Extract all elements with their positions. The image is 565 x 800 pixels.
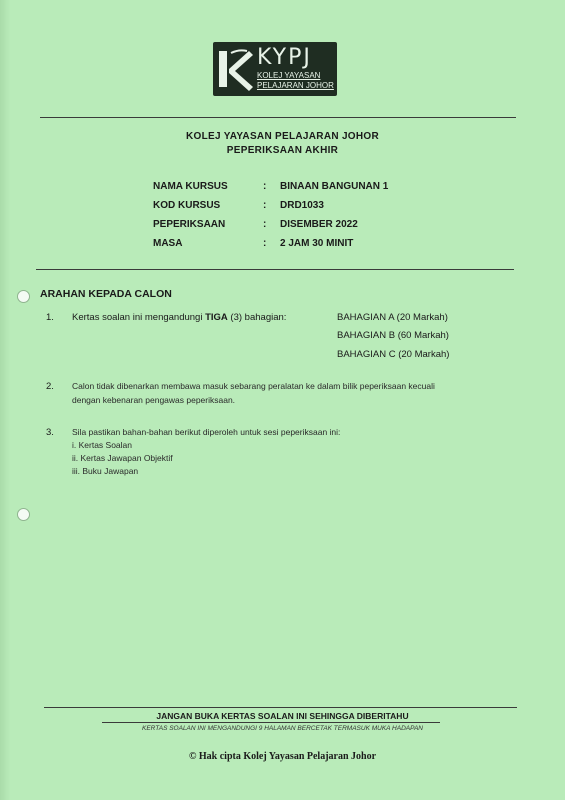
info-value: DRD1033 bbox=[280, 200, 324, 211]
info-label: PEPERIKSAAN bbox=[153, 219, 226, 230]
info-colon: : bbox=[263, 238, 267, 249]
info-label: KOD KURSUS bbox=[153, 200, 221, 211]
instruction-1-bold: TIGA bbox=[205, 312, 228, 323]
info-colon: : bbox=[263, 200, 267, 211]
info-label: MASA bbox=[153, 238, 183, 249]
instruction-number: 3. bbox=[46, 427, 54, 438]
footer-divider-bottom bbox=[102, 722, 440, 723]
punch-hole-top bbox=[17, 290, 30, 303]
page-fold-shadow bbox=[0, 0, 10, 800]
instruction-1-text-part: Kertas soalan ini mengandungi bbox=[72, 312, 206, 323]
section-b: BAHAGIAN B (60 Markah) bbox=[337, 330, 449, 341]
info-value: DISEMBER 2022 bbox=[280, 219, 358, 230]
do-not-open-warning: JANGAN BUKA KERTAS SOALAN INI SEHINGGA DIBERITAHU bbox=[156, 711, 409, 721]
instruction-1-text bbox=[72, 312, 286, 323]
info-colon: : bbox=[263, 219, 267, 230]
page-count-note: KERTAS SOALAN INI MENGANDUNGI 9 HALAMAN BERCETAK TERMASUK MUKA HADAPAN bbox=[142, 725, 423, 732]
logo-title: KYPJ bbox=[257, 45, 312, 70]
instruction-2-line1: Calon tidak dibenarkan membawa masuk sebarang peralatan ke dalam bilik peperiksaan kecuali bbox=[72, 381, 435, 391]
college-name: KOLEJ YAYASAN PELAJARAN JOHOR bbox=[185, 131, 380, 142]
copyright-notice: © Hak cipta Kolej Yayasan Pelajaran Johor bbox=[188, 751, 377, 762]
instruction-number: 1. bbox=[46, 312, 54, 323]
section-a: BAHAGIAN A (20 Markah) bbox=[337, 312, 448, 323]
instruction-number: 2. bbox=[46, 381, 54, 392]
info-colon: : bbox=[263, 181, 267, 192]
footer-divider-top bbox=[44, 707, 517, 708]
instruction-2-line2: dengan kebenaran pengawas peperiksaan. bbox=[72, 395, 236, 405]
middle-divider bbox=[36, 269, 514, 270]
instructions-title: ARAHAN KEPADA CALON bbox=[40, 288, 172, 300]
materials-item: ii. Kertas Jawapan Objektif bbox=[72, 453, 173, 463]
logo-subtitle-line2: PELAJARAN JOHOR bbox=[257, 81, 334, 90]
info-value: 2 JAM 30 MINIT bbox=[280, 238, 354, 249]
section-c: BAHAGIAN C (20 Markah) bbox=[337, 349, 450, 360]
top-divider bbox=[40, 117, 516, 118]
instruction-1-text-part: (3) bahagian: bbox=[227, 312, 287, 323]
info-value: BINAAN BANGUNAN 1 bbox=[280, 181, 389, 192]
kypj-logo bbox=[213, 42, 337, 96]
exam-type: PEPERIKSAAN AKHIR bbox=[226, 145, 339, 156]
materials-item: i. Kertas Soalan bbox=[72, 440, 133, 450]
punch-hole-bottom bbox=[17, 508, 30, 521]
materials-item: iii. Buku Jawapan bbox=[72, 466, 139, 476]
logo-subtitle bbox=[257, 71, 334, 91]
logo-subtitle-line1: KOLEJ YAYASAN bbox=[257, 71, 321, 80]
kypj-emblem-icon bbox=[217, 47, 255, 91]
info-label: NAMA KURSUS bbox=[153, 181, 228, 192]
instruction-3-line1: Sila pastikan bahan-bahan berikut diperoleh untuk sesi peperiksaan ini: bbox=[72, 427, 341, 437]
